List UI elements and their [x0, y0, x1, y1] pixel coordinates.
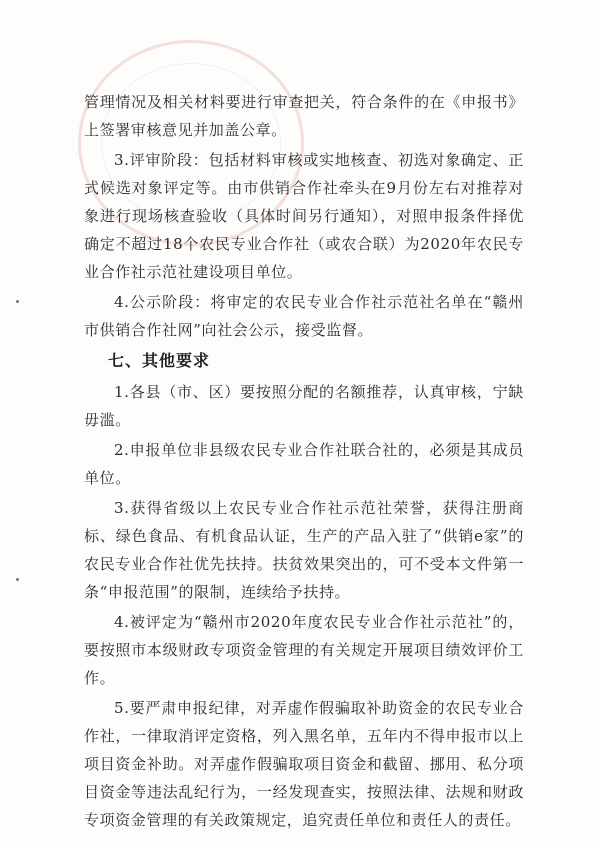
section-heading-other-requirements: 七、其他要求: [108, 351, 211, 370]
paragraph-evaluation-stage: 3.评审阶段：包括材料审核或实地核查、初选对象确定、正式候选对象评定等。由市供销合作社牵头在9月份左右对推荐对象进行现场核查验收（具体时间另行通知），对照申报条件择优确定不超过18个农民专业合作社（或农合联）为2020年农民专业合作社示范社建设项目单位。: [84, 151, 524, 281]
binding-hole-mark: [16, 578, 19, 581]
paragraph-publicity-stage: 4.公示阶段：将审定的农民专业合作社示范社名单在“赣州市供销合作社网”向社会公示，接受监督。: [84, 293, 524, 339]
binding-hole-mark: [16, 300, 19, 303]
requirement-item-2: 2.申报单位非县级农民专业合作社联合社的，必须是其成员单位。: [84, 441, 524, 487]
requirement-item-4: 4.被评定为“赣州市2020年度农民专业合作社示范社”的，要按照市本级财政专项资金管理的有关规定开展项目绩效评价工作。: [84, 613, 524, 687]
requirement-item-5: 5.要严肃申报纪律，对弄虚作假骗取补助资金的农民专业合作社，一律取消评定资格，列入黑名单，五年内不得申报市以上项目资金补助。对弄虚作假骗取项目资金和截留、挪用、私分项目资金等违法乱纪行为，一经发现查实，按照法律、法规和财政专项资金管理的有关政策规定，追究责任单位和责任人的责任。: [84, 699, 524, 829]
paragraph-review-continuation: 管理情况及相关材料要进行审查把关，符合条件的在《申报书》上签署审核意见并加盖公章。: [84, 93, 524, 139]
document-body: [84, 88, 524, 836]
requirement-item-3: 3.获得省级以上农民专业合作社示范社荣誉，获得注册商标、绿色食品、有机食品认证，生产的产品入驻了“供销e家”的农民专业合作社优先扶持。扶贫效果突出的，可不受本文件第一条“申报范围”的限制，连续给予扶持。: [84, 499, 524, 601]
requirement-item-1: 1.各县（市、区）要按照分配的名额推荐，认真审核，宁缺毋滥。: [84, 383, 524, 429]
